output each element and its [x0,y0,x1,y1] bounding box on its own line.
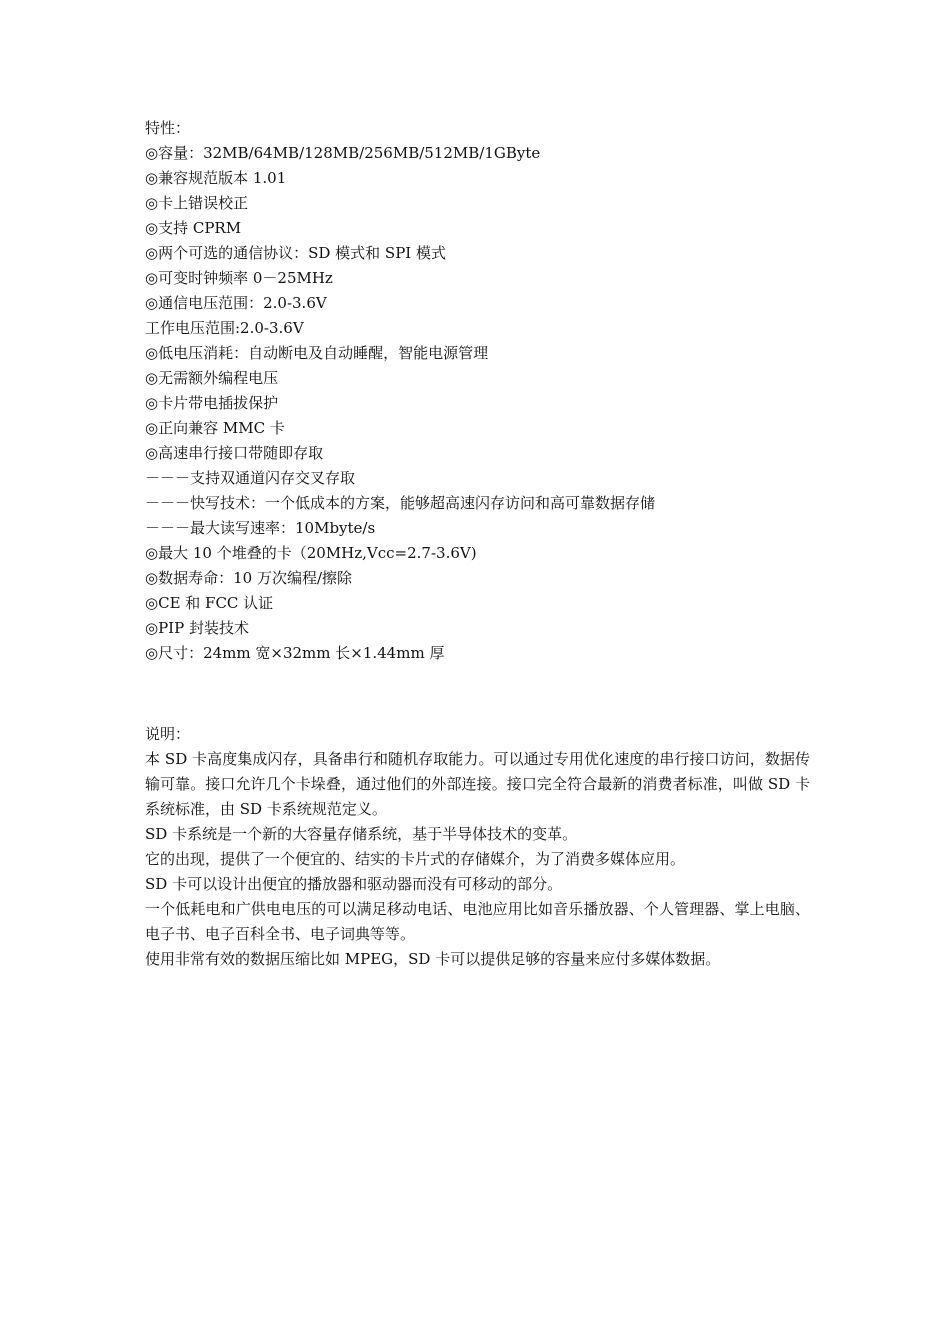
description-heading: 说明： [145,725,191,743]
feature-item: 工作电压范围:2.0-3.6V [145,319,304,337]
feature-item: ◎CE 和 FCC 认证 [145,594,274,612]
feature-item: ◎尺寸：24mm 宽×32mm 长×1.44mm 厚 [145,644,445,662]
feature-item: ◎正向兼容 MMC 卡 [145,419,285,437]
feature-item: ◎两个可选的通信协议：SD 模式和 SPI 模式 [145,244,446,262]
feature-item: ◎PIP 封装技术 [145,619,249,637]
description-body [145,747,810,972]
feature-item: ◎无需额外编程电压 [145,369,279,387]
description-paragraph: SD 卡系统是一个新的大容量存储系统，基于半导体技术的变革。 [145,825,578,843]
feature-item: ◎低电压消耗：自动断电及自动睡醒，智能电源管理 [145,344,489,362]
feature-item: －－－最大读写速率：10Mbyte/s [145,519,376,537]
feature-item: －－－快写技术：一个低成本的方案，能够超高速闪存访问和高可靠数据存储 [145,494,656,512]
feature-item: ◎可变时钟频率 0－25MHz [145,269,333,287]
description-paragraph: 使用非常有效的数据压缩比如 MPEG，SD 卡可以提供足够的容量来应付多媒体数据。 [145,950,721,968]
feature-item: ◎最大 10 个堆叠的卡（20MHz,Vcc=2.7-3.6V) [145,544,477,562]
feature-item: －－－支持双通道闪存交叉存取 [145,469,356,487]
document-page [145,116,810,972]
features-heading: 特性： [145,119,191,137]
description-paragraph: 一个低耗电和广供电电压的可以满足移动电话、电池应用比如音乐播放器、个人管理器、掌上电脑、电子书、电子百科全书、电子词典等等。 [145,900,810,943]
features-list [145,141,810,666]
description-paragraph: 它的出现，提供了一个便宜的、结实的卡片式的存储媒介，为了消费多媒体应用。 [145,850,686,868]
feature-item: ◎兼容规范版本 1.01 [145,169,287,187]
section-spacer [145,666,810,722]
description-paragraph: 本 SD 卡高度集成闪存，具备串行和随机存取能力。可以通过专用优化速度的串行接口访问，数据传输可靠。接口允许几个卡垛叠，通过他们的外部连接。接口完全符合最新的消费者标准，叫做 SD 卡系统标准，由 SD 卡系统规范定义。 [145,750,810,818]
feature-item: ◎数据寿命：10 万次编程/擦除 [145,569,352,587]
description-paragraph: SD 卡可以设计出便宜的播放器和驱动器而没有可移动的部分。 [145,875,563,893]
feature-item: ◎卡片带电插拔保护 [145,394,279,412]
feature-item: ◎支持 CPRM [145,219,242,237]
feature-item: ◎卡上错误校正 [145,194,249,212]
feature-item: ◎通信电压范围：2.0-3.6V [145,294,327,312]
feature-item: ◎高速串行接口带随即存取 [145,444,324,462]
feature-item: ◎容量：32MB/64MB/128MB/256MB/512MB/1GByte [145,144,541,162]
